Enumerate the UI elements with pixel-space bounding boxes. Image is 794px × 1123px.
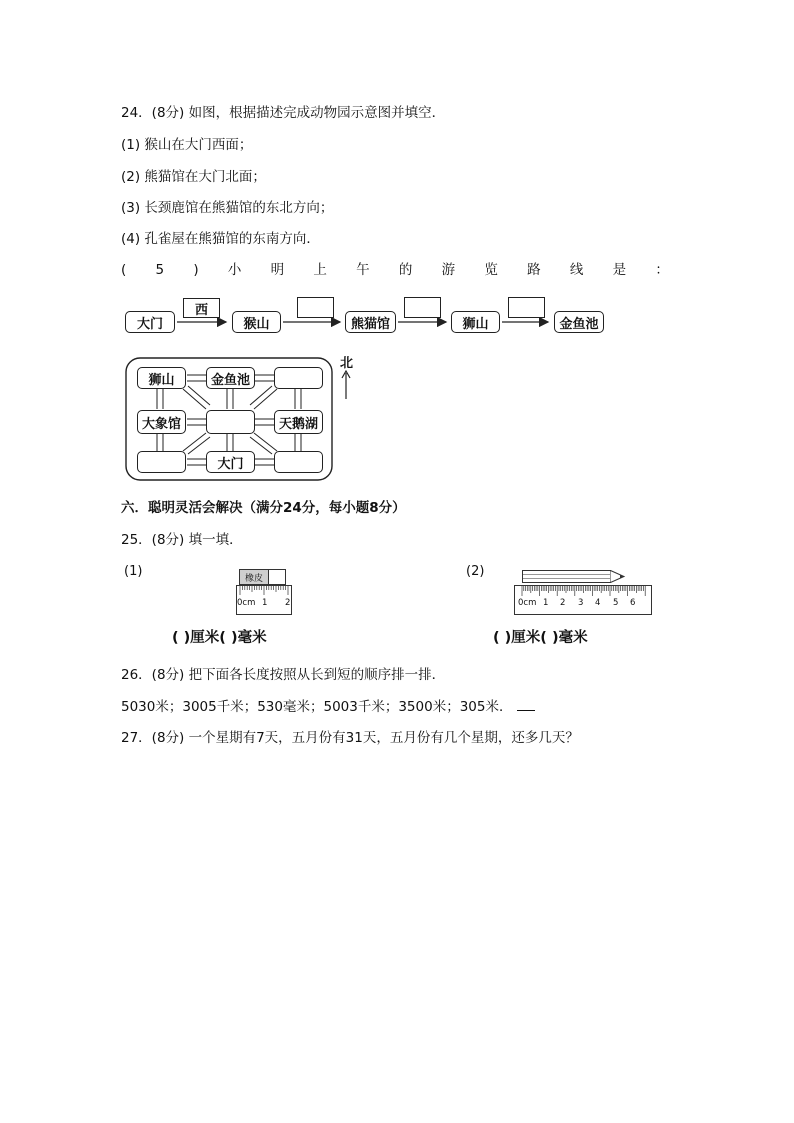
item5-char: 线 xyxy=(569,262,584,278)
north-label: 北 xyxy=(340,356,354,371)
ruler-1-tick-label: 1 xyxy=(262,598,268,608)
eraser: 橡皮 xyxy=(239,569,269,585)
ruler-1-tick-label: 0cm xyxy=(237,598,256,608)
pencil-icon xyxy=(522,568,632,586)
q24-title: 24．(8分) 如图，根据描述完成动物园示意图并填空． xyxy=(121,105,446,121)
q26-title: 26．(8分) 把下面各长度按照从长到短的顺序排一排． xyxy=(121,667,446,683)
item5-char: ： xyxy=(655,262,669,278)
ruler-2-tick-label: 1 xyxy=(543,598,549,608)
item5-char: 上 xyxy=(313,262,327,278)
item5-char: 的 xyxy=(398,262,413,278)
north-arrow-icon xyxy=(341,370,351,400)
item5-char: 午 xyxy=(356,262,370,278)
q24-item-3: (3) 长颈鹿馆在熊猫馆的东北方向； xyxy=(121,200,334,216)
item5-char: 是 xyxy=(612,262,627,278)
ruler-2-tick-label: 2 xyxy=(560,598,566,608)
q25-part2-label: (2) xyxy=(466,564,485,579)
route-stop-2: 熊猫馆 xyxy=(345,311,396,333)
q25-title: 25．(8分) 填一填． xyxy=(121,532,243,548)
route-stop-4: 金鱼池 xyxy=(554,311,604,333)
route-direction-1: 西 xyxy=(183,298,220,318)
ruler-2-tick-label: 0cm xyxy=(518,598,537,608)
item5-char: 览 xyxy=(484,262,498,278)
item5-char: ) xyxy=(193,262,199,278)
ruler-2-tick-label: 6 xyxy=(630,598,636,608)
q24-item-4: (4) 孔雀屋在熊猫馆的东南方向． xyxy=(121,231,320,247)
map-cell-n: 金鱼池 xyxy=(206,367,255,389)
q25-part1-label: (1) xyxy=(124,564,143,579)
q25-answer-2: ( )厘米( )毫米 xyxy=(493,630,588,646)
ruler-2-tick-label: 3 xyxy=(578,598,584,608)
map-cell-center[interactable] xyxy=(206,410,255,434)
map-cell-w: 大象馆 xyxy=(137,410,186,434)
item5-char: 小 xyxy=(227,262,242,278)
ruler-2-tick-label: 4 xyxy=(595,598,601,608)
q26-answer-blank[interactable] xyxy=(517,698,535,711)
q26-lengths xyxy=(121,698,535,716)
q24-item-1: (1) 猴山在大门西面； xyxy=(121,137,253,153)
item5-char: 5 xyxy=(155,262,165,278)
item5-char: 路 xyxy=(527,262,541,278)
eraser-end xyxy=(268,569,286,585)
map-cell-ne[interactable] xyxy=(274,367,323,389)
q25-answer-1: ( )厘米( )毫米 xyxy=(172,630,267,646)
route-stop-3: 狮山 xyxy=(451,311,500,333)
map-cell-s: 大门 xyxy=(206,451,255,473)
ruler-1-tick-label: 2 xyxy=(285,598,291,608)
map-cell-nw: 狮山 xyxy=(137,367,186,389)
q24-item-2: (2) 熊猫馆在大门北面； xyxy=(121,169,266,185)
item5-char: 明 xyxy=(270,262,285,278)
item5-char: ( xyxy=(121,262,127,278)
zoo-map-frame xyxy=(0,0,794,500)
item5-char: 游 xyxy=(441,262,456,278)
section-6-title: 六．聪明灵活会解决（满分24分，每小题8分） xyxy=(121,500,406,516)
q27-title: 27．(8分) 一个星期有7天，五月份有31天，五月份有几个星期，还多几天？ xyxy=(121,730,579,746)
route-start: 大门 xyxy=(125,311,175,333)
ruler-2-tick-label: 5 xyxy=(613,598,619,608)
map-cell-e: 天鹅湖 xyxy=(274,410,323,434)
map-cell-sw[interactable] xyxy=(137,451,186,473)
q26-lengths-text: 5030米；3005千米；530毫米；5003千米；3500米；305米． xyxy=(121,699,513,715)
route-stop-1: 猴山 xyxy=(232,311,281,333)
map-cell-se[interactable] xyxy=(274,451,323,473)
